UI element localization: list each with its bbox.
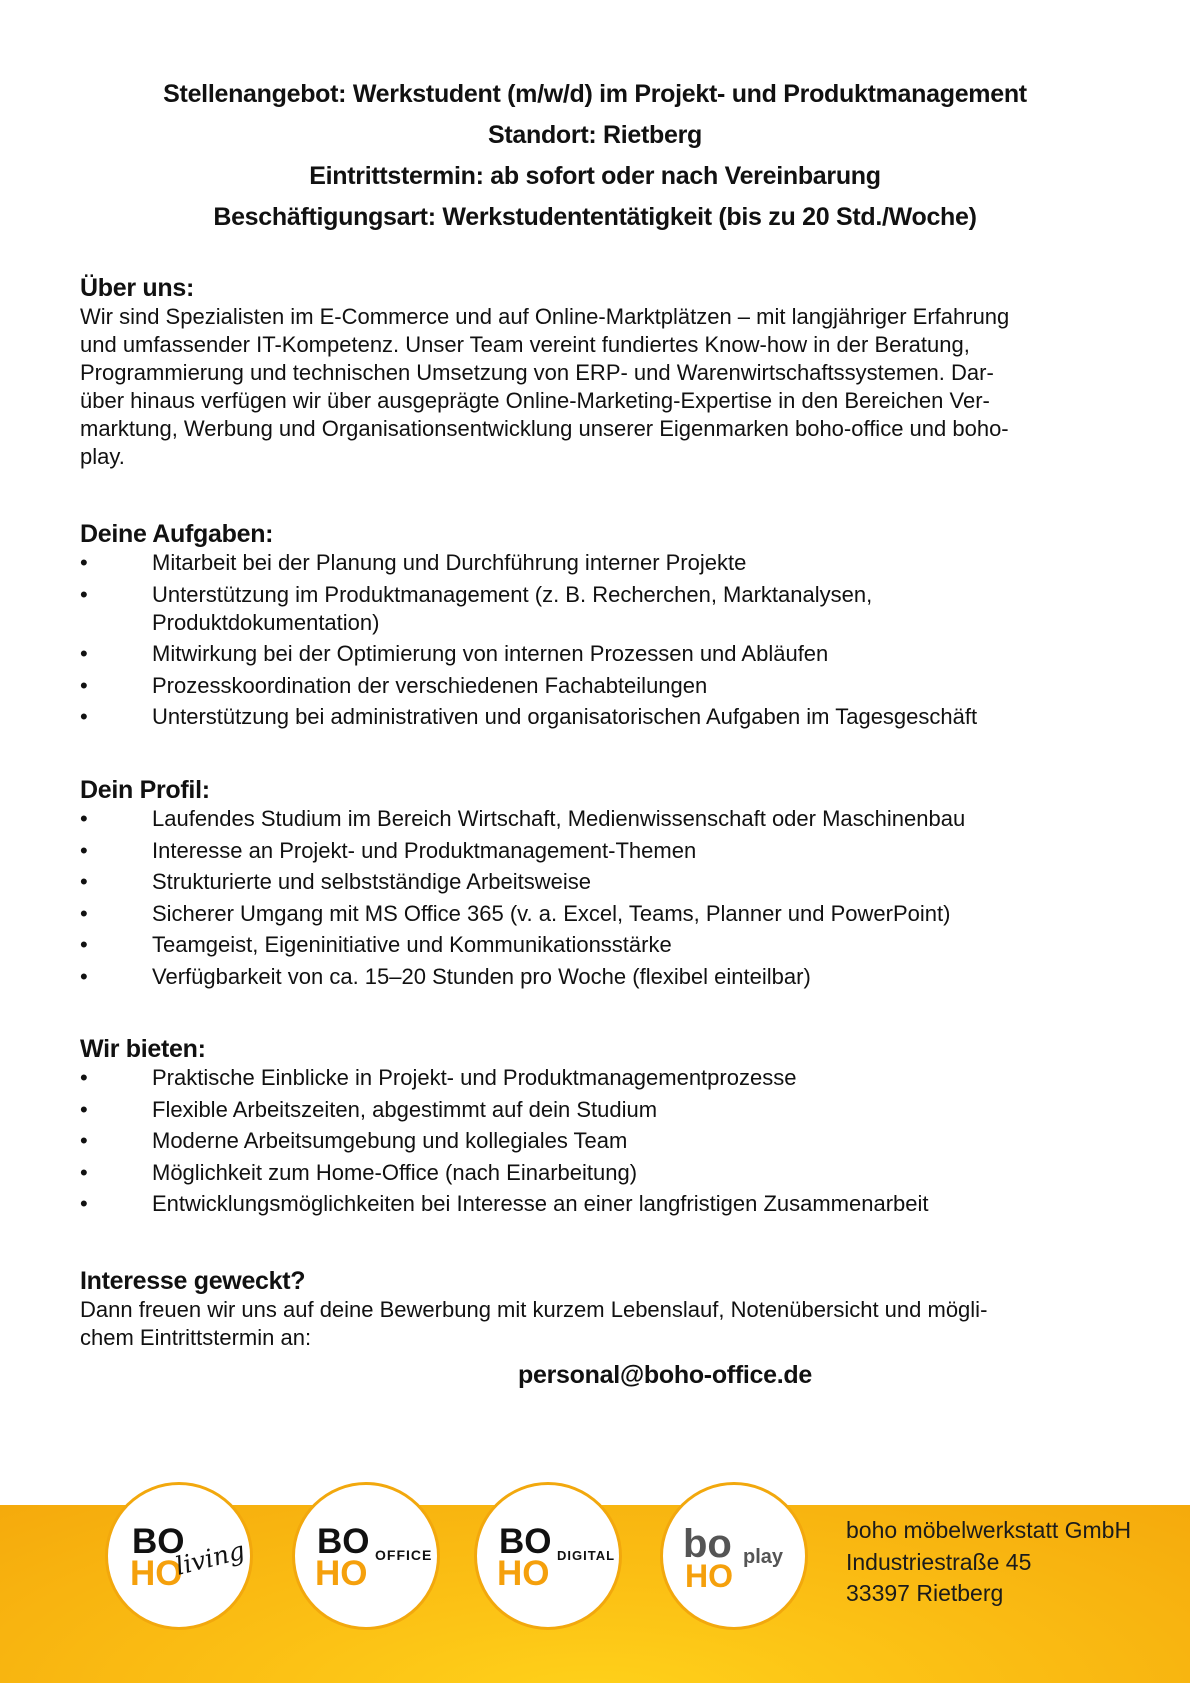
job-employment-type: Beschäftigungsart: Werkstudententätigkeit (bis zu 20 Std./Woche) <box>213 203 977 231</box>
tasks-heading: Deine Aufgaben: <box>80 520 274 548</box>
job-header <box>0 74 1190 238</box>
list-item: • Laufendes Studium im Bereich Wirtschaft, Medienwissenschaft oder Maschinenbau <box>80 806 966 831</box>
bullet: • <box>80 1191 88 1216</box>
list-item: • Unterstützung bei administrativen und organisatorischen Aufgaben im Tagesgeschäft <box>80 704 978 729</box>
logo-top-text: BO <box>499 1522 552 1561</box>
offer-section <box>80 1034 1120 1222</box>
tasks-list <box>80 549 1120 731</box>
contact-heading: Interesse geweckt? <box>80 1267 306 1295</box>
logo-bottom-text: HO <box>685 1558 733 1594</box>
list-item: • Mitarbeit bei der Planung und Durchführung interner Projekte <box>80 550 747 575</box>
list-item: • Teamgeist, Eigeninitiative und Kommunikationsstärke <box>80 932 672 957</box>
logo-suffix-text: OFFICE <box>375 1547 433 1563</box>
about-line: marktung, Werbung und Organisationsentwicklung unserer Eigenmarken boho-office und boho- <box>80 416 1009 441</box>
boho-office-logo-graphic <box>295 1485 437 1627</box>
list-item: • Möglichkeit zum Home-Office (nach Einarbeitung) <box>80 1159 638 1185</box>
job-start-date: Eintrittstermin: ab sofort oder nach Vereinbarung <box>309 162 881 190</box>
list-item: • Flexible Arbeitszeiten, abgestimmt auf dein Studium <box>80 1096 658 1122</box>
about-text <box>80 303 1120 471</box>
list-item: • Mitwirkung bei der Optimierung von internen Prozessen und Abläufen <box>80 641 829 666</box>
logo-suffix-text: living <box>172 1535 248 1581</box>
list-item: • Praktische Einblicke in Projekt- und Produktmanagementprozesse <box>80 1065 797 1090</box>
bullet: • <box>80 704 88 729</box>
bullet: • <box>80 837 88 863</box>
logo-bottom-text: HO <box>497 1554 550 1593</box>
job-title: Stellenangebot: Werkstudent (m/w/d) im Projekt- und Produktmanagement <box>163 80 1027 108</box>
boho-living-logo <box>105 1482 253 1630</box>
bullet: • <box>80 869 88 894</box>
logo-top-text: bo <box>683 1522 732 1566</box>
list-item: • Unterstützung im Produktmanagement (z. B. Recherchen, Marktanalysen, Produktdokumentation) <box>80 581 873 635</box>
company-address <box>846 1515 1131 1610</box>
profile-list <box>80 805 1120 991</box>
tasks-section <box>80 519 1120 735</box>
list-item: • Strukturierte und selbstständige Arbeitsweise <box>80 869 592 894</box>
company-name: boho möbelwerkstatt GmbH <box>846 1517 1132 1543</box>
offer-heading: Wir bieten: <box>80 1035 206 1063</box>
list-item: • Prozesskoordination der verschiedenen Fachabteilungen <box>80 672 708 698</box>
list-item: • Sicherer Umgang mit MS Office 365 (v. a. Excel, Teams, Planner und PowerPoint) <box>80 900 951 926</box>
bullet: • <box>80 1096 88 1122</box>
bullet: • <box>80 963 88 989</box>
bullet: • <box>80 1159 88 1185</box>
logo-bottom-text: HO <box>130 1554 183 1593</box>
about-line: play. <box>80 444 125 469</box>
logo-suffix-text: DIGITAL <box>557 1548 616 1563</box>
bullet: • <box>80 641 88 666</box>
list-item: • Interesse an Projekt- und Produktmanagement-Themen <box>80 837 697 863</box>
about-section <box>80 273 1120 471</box>
contact-email-link[interactable]: personal@boho-office.de <box>518 1361 812 1389</box>
logo-bottom-text: HO <box>315 1554 368 1593</box>
bullet: • <box>80 932 88 957</box>
job-location: Standort: Rietberg <box>487 121 703 149</box>
bullet: • <box>80 1065 88 1090</box>
boho-living-logo-graphic <box>108 1485 250 1627</box>
bullet: • <box>80 1128 88 1153</box>
boho-digital-logo-graphic <box>477 1485 619 1627</box>
about-line: über hinaus verfügen wir über ausgeprägte Online-Marketing-Expertise in den Bereichen Ver- <box>80 388 990 413</box>
contact-text: Dann freuen wir uns auf deine Bewerbung mit kurzem Lebenslauf, Notenübersicht und mögli- chem Eintrittstermin an: <box>80 1297 988 1350</box>
logo-top-text: BO <box>317 1522 370 1561</box>
company-street: Industriestraße 45 <box>846 1548 1032 1575</box>
about-heading: Über uns: <box>80 274 194 302</box>
logo-top-text: BO <box>132 1522 185 1561</box>
list-item: • Moderne Arbeitsumgebung und kollegiales Team <box>80 1128 628 1153</box>
profile-section <box>80 775 1120 994</box>
bullet: • <box>80 581 88 607</box>
list-item: • Entwicklungsmöglichkeiten bei Interesse an einer langfristigen Zusammenarbeit <box>80 1191 929 1216</box>
about-line: und umfassender IT-Kompetenz. Unser Team vereint fundiertes Know-how in der Beratung, <box>80 332 970 357</box>
boho-play-logo <box>660 1482 808 1630</box>
boho-play-logo-graphic <box>663 1485 805 1627</box>
about-line: Wir sind Spezialisten im E-Commerce und auf Online-Marktplätzen – mit langjähriger Erfahrung <box>80 304 1010 329</box>
bullet: • <box>80 806 88 831</box>
bullet: • <box>80 900 88 926</box>
about-line: Programmierung und technischen Umsetzung von ERP- und Warenwirtschaftssystemen. Dar- <box>80 360 994 385</box>
company-city: 33397 Rietberg <box>846 1580 1004 1606</box>
logo-suffix-text: play <box>743 1546 784 1568</box>
boho-digital-logo <box>474 1482 622 1630</box>
list-item: • Verfügbarkeit von ca. 15–20 Stunden pro Woche (flexibel einteilbar) <box>80 963 811 989</box>
boho-office-logo <box>292 1482 440 1630</box>
profile-heading: Dein Profil: <box>80 776 210 804</box>
offer-list <box>80 1064 1120 1218</box>
contact-section <box>80 1266 1120 1352</box>
bullet: • <box>80 550 88 575</box>
bullet: • <box>80 672 88 698</box>
